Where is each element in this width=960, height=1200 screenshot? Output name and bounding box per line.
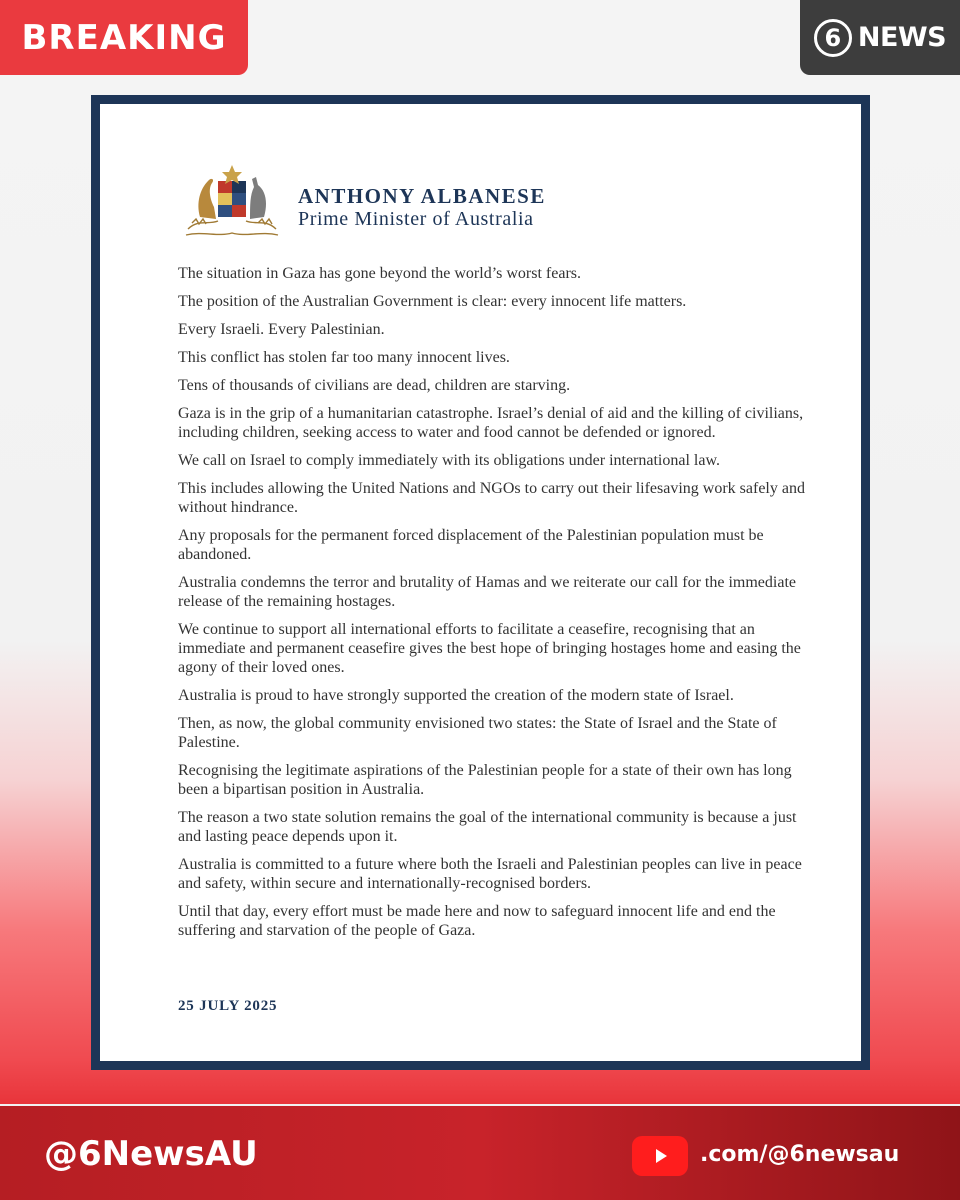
statement-paragraph: Tens of thousands of civilians are dead, children are starving.: [178, 377, 571, 394]
statement-paragraph: This includes allowing the United Nations and NGOs to carry out their lifesaving work safely and without hindrance.: [178, 480, 805, 516]
statement-paragraph: Every Israeli. Every Palestinian.: [178, 321, 385, 338]
statement-paragraph: We continue to support all international efforts to facilitate a ceasefire, recognising that an immediate and permanent ceasefire gives the best hope of bringing hostages home and easing the agony of their loved ones.: [178, 621, 801, 676]
youtube-url[interactable]: .com/@6newsau: [700, 1142, 900, 1167]
statement-paragraph: The position of the Australian Government is clear: every innocent life matters.: [178, 293, 687, 310]
statement-paragraph: Then, as now, the global community envisioned two states: the State of Israel and the State of Palestine.: [178, 715, 777, 751]
coat-of-arms-icon: [178, 159, 286, 243]
statement-paragraph: Australia is proud to have strongly supported the creation of the modern state of Israel.: [178, 687, 734, 704]
brand-number: 6: [814, 19, 852, 57]
statement-paragraph: Australia condemns the terror and brutality of Hamas and we reiterate our call for the immediate release of the remaining hostages.: [178, 574, 796, 610]
brand-name: NEWS: [857, 22, 947, 53]
statement-paragraph: Until that day, every effort must be made here and now to safeguard innocent life and end the suffering and starvation of the people of Gaza.: [178, 903, 776, 939]
breaking-badge: [0, 0, 248, 75]
footer-bar: [0, 1104, 960, 1200]
statement-paragraph: Gaza is in the grip of a humanitarian catastrophe. Israel’s denial of aid and the killing of civilians, including children, seeking access to water and food cannot be defended or ignored.: [178, 405, 804, 441]
statement-paragraph: Australia is committed to a future where both the Israeli and Palestinian peoples can live in peace and safety, within secure and internationally-recognised borders.: [178, 856, 802, 892]
statement-body: [178, 264, 818, 949]
statement-paragraph: This conflict has stolen far too many innocent lives.: [178, 349, 510, 366]
statement-paragraph: Any proposals for the permanent forced displacement of the Palestinian population must be abandoned.: [178, 527, 764, 563]
play-icon: [650, 1146, 670, 1166]
youtube-icon[interactable]: [632, 1136, 688, 1176]
statement-paragraph: The situation in Gaza has gone beyond the world’s worst fears.: [178, 265, 582, 282]
letterhead-name: ANTHONY ALBANESE: [298, 184, 546, 208]
breaking-label: BREAKING: [21, 17, 227, 58]
letterhead-title: Prime Minister of Australia: [298, 208, 534, 230]
brand-logo: [800, 0, 960, 75]
statement-document: [100, 104, 861, 1061]
statement-paragraph: We call on Israel to comply immediately with its obligations under international law.: [178, 452, 720, 469]
statement-paragraph: Recognising the legitimate aspirations of the Palestinian people for a state of their own has long been a bipartisan position in Australia.: [178, 762, 792, 798]
statement-frame: [91, 95, 870, 1070]
statement-paragraph: The reason a two state solution remains the goal of the international community is because a just and lasting peace depends upon it.: [178, 809, 797, 845]
social-handle[interactable]: @6NewsAU: [44, 1134, 258, 1174]
statement-date: 25 JULY 2025: [178, 998, 278, 1014]
